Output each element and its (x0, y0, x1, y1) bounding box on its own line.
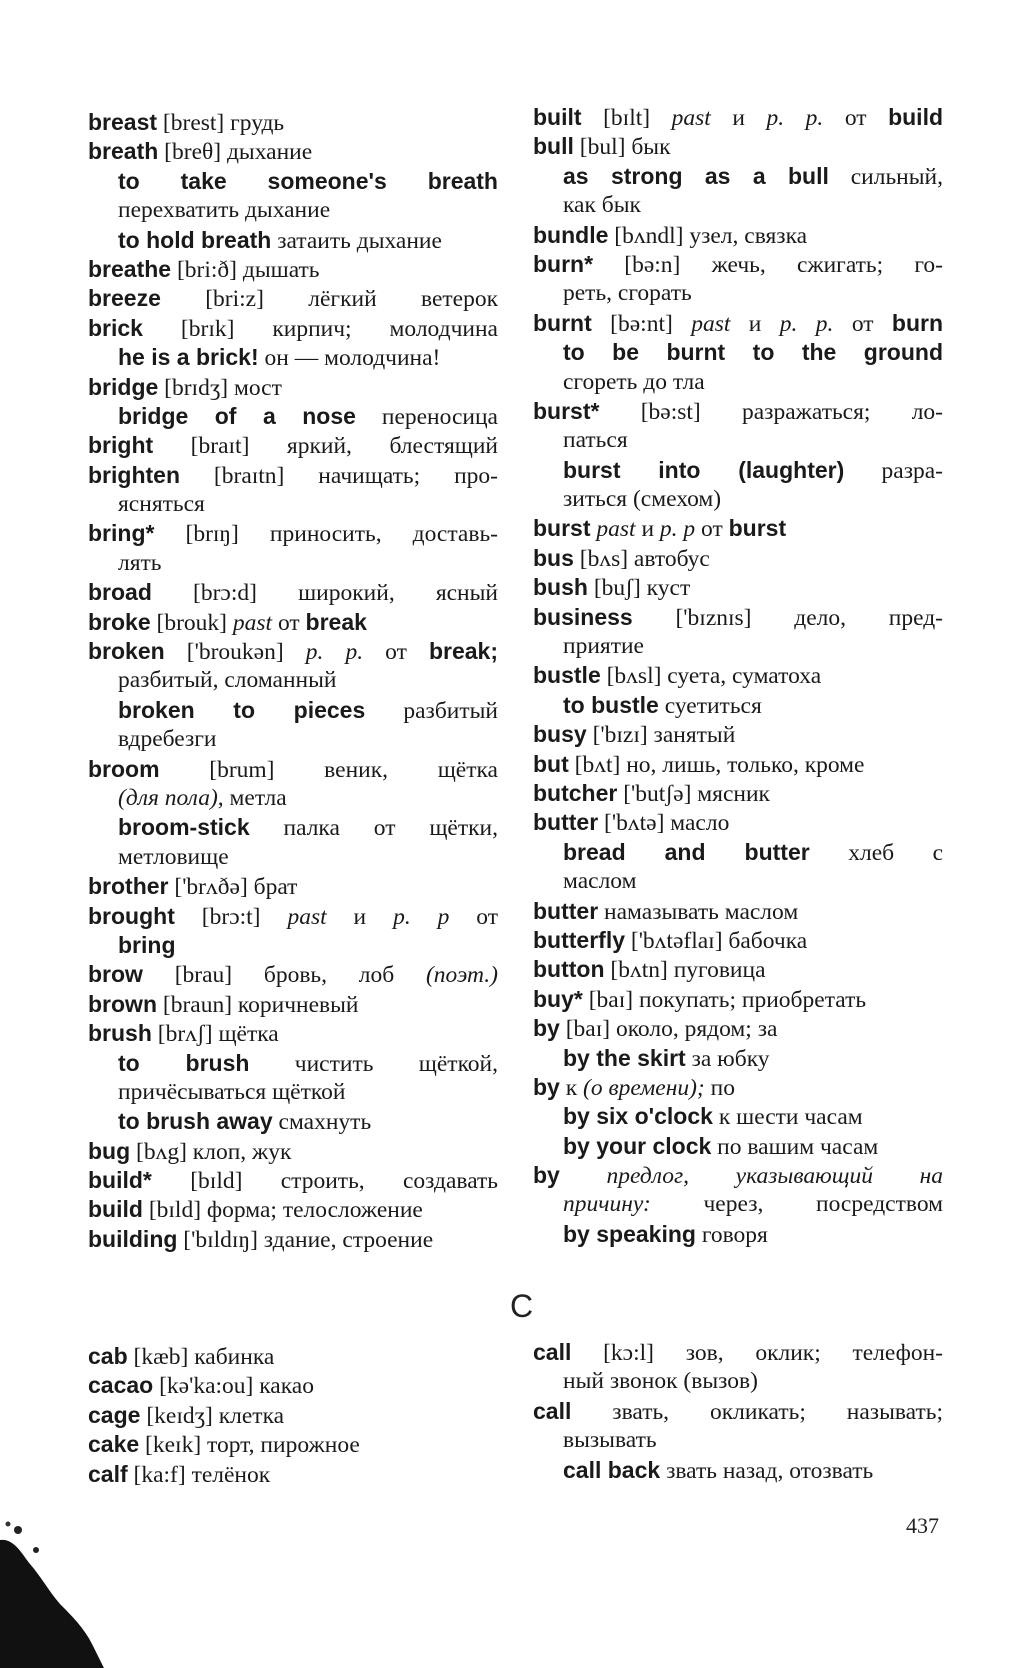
headword: bush (533, 574, 588, 601)
entry-line (88, 373, 498, 402)
entry-line (88, 1430, 498, 1459)
definition-text: от (272, 609, 306, 636)
definition-text: к шести часам (712, 1104, 863, 1131)
entry-line (88, 431, 498, 460)
headword: broom-stick (118, 814, 250, 841)
entry-line (533, 544, 943, 573)
definition-text: [bul] бык (573, 134, 671, 161)
definition-text: звать, окликать; называть; (571, 1398, 943, 1425)
definition-text: паться (563, 427, 628, 454)
entry-line (533, 1397, 943, 1426)
headword: to hold breath (118, 226, 272, 253)
entry-line (88, 314, 498, 343)
definition-text: ясняться (118, 491, 205, 518)
headword: call (533, 1339, 572, 1365)
italic-note: p. p. (766, 105, 824, 131)
definition-text: [bɪld] форма; телосложение (142, 1197, 423, 1224)
definition-text: ['broukən] (164, 639, 306, 666)
entry-subline (533, 1367, 943, 1396)
entry-subline (88, 696, 498, 725)
definition-text: [braɪt] яркий, блестящий (153, 433, 498, 460)
entry-subline (88, 843, 498, 872)
headword: bridge (88, 373, 159, 400)
headword: burst into (laughter) (563, 456, 845, 483)
definition-text: от (833, 310, 892, 337)
entry-line (88, 137, 498, 166)
entry-subline (533, 162, 943, 191)
entry-subline (533, 691, 943, 720)
entry-subline (533, 1102, 943, 1131)
definition-text: зиться (смехом) (563, 486, 722, 513)
definition-text (560, 1163, 607, 1189)
definition-text: [bri:z] лёгкий ветерок (160, 286, 498, 313)
entry-subline (533, 279, 943, 308)
definition-text: [kə'ka:ou] какао (153, 1373, 314, 1400)
entry-line (88, 1019, 498, 1048)
headword: break (305, 608, 367, 635)
definition-text: [brouk] (150, 609, 233, 636)
definition-text: [braun] коричневый (157, 991, 359, 1018)
entry-subline (88, 196, 498, 225)
entry-subline (533, 1132, 943, 1161)
definition-text: перехватить дыхание (118, 197, 331, 224)
headword: buy* (533, 985, 583, 1012)
column-right-top (533, 103, 943, 1249)
headword: bridge of a nose (118, 402, 356, 429)
headword: busy (533, 721, 587, 748)
definition-text: хлеб с (809, 839, 943, 866)
entry-line (533, 514, 943, 543)
definition-text: к (559, 1074, 584, 1101)
headword: cab (88, 1343, 128, 1369)
entry-line (88, 960, 498, 989)
entry-subline (533, 456, 943, 485)
headword: to brush away (118, 1108, 273, 1135)
entry-subline (88, 813, 498, 842)
headword: but (533, 750, 569, 777)
section-letter: C (510, 1288, 534, 1324)
definition-text: [bri:ð] дышать (171, 256, 320, 283)
headword: broken (88, 638, 165, 665)
headword: to be burnt to the ground (563, 339, 943, 366)
headword: he is a brick! (118, 344, 259, 371)
definition-text: [brau] бровь, лоб (142, 962, 426, 989)
entry-subline (88, 666, 498, 695)
entry-line (88, 284, 498, 313)
ink-stain (0, 1520, 120, 1668)
headword: by (533, 1162, 560, 1189)
definition-text: [bʌtn] пуговица (604, 957, 766, 984)
entry-subline (533, 485, 943, 514)
entry-line (533, 985, 943, 1014)
definition-text: [bʌt] но, лишь, только, кроме (568, 751, 865, 778)
headword: build (88, 1196, 143, 1223)
headword: by your clock (563, 1132, 712, 1159)
page-number: 437 (906, 1513, 939, 1538)
headword: brick (88, 314, 143, 341)
definition-text: [bʌs] автобус (573, 545, 710, 572)
headword: butterfly (533, 926, 625, 953)
entry-line (88, 1137, 498, 1166)
definition-text: [bʌsl] суета, суматоха (600, 663, 822, 690)
entry-subline (533, 426, 943, 455)
headword: butter (533, 809, 599, 836)
definition-text: ['butʃə] мясник (617, 780, 770, 807)
headword: butcher (533, 779, 618, 806)
headword: bring* (88, 520, 155, 547)
italic-note: причину: (563, 1191, 651, 1218)
definition-text: ['bɪznɪs] дело, пред- (632, 604, 943, 631)
entry-subline (88, 343, 498, 372)
italic-note: p. p (659, 516, 696, 543)
entry-line (88, 578, 498, 607)
definition-text: [buʃ] куст (587, 575, 691, 602)
italic-note: p. p. (779, 310, 834, 337)
entry-subline (533, 867, 943, 896)
entry-line (533, 603, 943, 632)
headword: as strong as a bull (563, 162, 829, 189)
entry-line (88, 902, 498, 931)
definition-text: он — молодчина! (258, 345, 441, 372)
entry-subline (533, 1426, 943, 1455)
headword: burst* (533, 397, 600, 424)
entry-subline (88, 1107, 498, 1136)
definition-text: переносица (355, 403, 498, 430)
entry-line (88, 990, 498, 1019)
entry-line (88, 637, 498, 666)
definition-text: приятие (563, 633, 644, 660)
definition-text: от (363, 639, 429, 666)
definition-text: [bʌndl] узел, связка (608, 222, 808, 249)
definition-text: намазывать маслом (598, 898, 799, 925)
entry-line (533, 750, 943, 779)
italic-note: past (287, 903, 327, 930)
definition-text: и (730, 310, 780, 337)
headword: business (533, 603, 633, 630)
definition-text: лять (118, 549, 162, 576)
entry-line (88, 255, 498, 284)
definition-text: [brest] грудь (157, 110, 285, 136)
entry-subline (533, 1456, 943, 1485)
definition-text: [baɪ] около, рядом; за (559, 1016, 778, 1043)
entry-line (533, 1161, 943, 1190)
italic-note: (о времени); (583, 1074, 705, 1101)
entry-line (533, 1338, 943, 1367)
entry-subline (533, 191, 943, 220)
headword: by (533, 1073, 560, 1100)
headword: breathe (88, 255, 172, 282)
definition-text: ный звонок (вызов) (563, 1368, 758, 1395)
headword: burst (533, 515, 591, 542)
headword: bring (118, 931, 176, 958)
definition-text: от (449, 903, 498, 930)
entry-line (88, 461, 498, 490)
entry-subline (88, 226, 498, 255)
entry-line (88, 755, 498, 784)
headword: by (533, 1015, 560, 1042)
headword: burn (891, 309, 943, 336)
entry-line (533, 250, 943, 279)
entry-line (533, 397, 943, 426)
headword: brighten (88, 461, 180, 488)
italic-note: предлог, указывающий на (606, 1163, 943, 1190)
headword: button (533, 956, 605, 983)
headword: cake (88, 1431, 140, 1458)
entry-line (533, 573, 943, 602)
definition-text: [brɪk] кирпич; молодчина (142, 315, 498, 342)
definition-text: говоря (695, 1221, 768, 1248)
headword: calf (88, 1460, 128, 1487)
headword: brought (88, 902, 175, 929)
definition-text: [brɪdʒ] мост (158, 374, 282, 401)
italic-note: p. p. (305, 639, 364, 666)
definition-text: через, посредством (650, 1191, 943, 1218)
definition-text: палка от щётки, (249, 815, 498, 842)
entry-subline (88, 1049, 498, 1078)
definition-text: маслом (563, 868, 637, 895)
headword: bull (533, 133, 574, 160)
definition-text: причёсываться щёткой (118, 1078, 346, 1105)
definition-text: сильный, (828, 163, 943, 190)
headword: breeze (88, 285, 161, 312)
headword: build (888, 104, 943, 130)
headword: broken to pieces (118, 696, 366, 723)
definition-text: [brʌʃ] щётка (151, 1021, 279, 1048)
headword: broad (88, 579, 152, 606)
definition-text: [keɪdʒ] клетка (140, 1402, 285, 1429)
definition-text: смахнуть (272, 1109, 372, 1136)
entry-subline (88, 1078, 498, 1107)
definition-text: и (326, 903, 394, 930)
entry-subline (88, 402, 498, 431)
entry-subline (88, 725, 498, 754)
entry-line (533, 808, 943, 837)
definition-text: метла (223, 784, 287, 811)
definition-text: [braɪtn] начищать; про- (180, 462, 498, 489)
headword: brow (88, 961, 143, 988)
headword: brush (88, 1020, 152, 1047)
headword: brother (88, 873, 169, 900)
entry-line (533, 132, 943, 161)
entry-subline (533, 368, 943, 397)
italic-note: past (671, 105, 711, 131)
headword: cacao (88, 1372, 154, 1399)
entry-line (88, 1195, 498, 1224)
entry-subline (88, 490, 498, 519)
entry-subline (88, 167, 498, 196)
definition-text: от (823, 105, 889, 131)
entry-subline (533, 1190, 943, 1219)
definition-text: [bɪld] строить, создавать (151, 1168, 498, 1195)
definition-text: метловище (118, 843, 229, 870)
headword: bread and butter (563, 838, 810, 865)
headword: by the skirt (563, 1044, 686, 1071)
definition-text: [kɔ:l] зов, оклик; телефон- (571, 1340, 943, 1366)
definition-text: [kæb] кабинка (127, 1344, 275, 1370)
definition-text: [brɔ:d] широкий, ясный (151, 580, 498, 607)
headword: breath (88, 138, 159, 165)
entry-subline (88, 549, 498, 578)
definition-text: звать назад, отозвать (660, 1457, 874, 1484)
headword: to take someone's breath (118, 167, 498, 194)
column-left-top (88, 108, 498, 1254)
headword: burnt (533, 309, 592, 336)
entry-line (533, 1014, 943, 1043)
entry-subline (533, 1044, 943, 1073)
definition-text: [ka:f] телёнок (127, 1461, 271, 1488)
entry-subline (88, 931, 498, 960)
definition-text: разбитый, сломанный (118, 667, 337, 694)
definition-text: [bə:n] жечь, сжигать; го- (593, 251, 943, 278)
headword: cage (88, 1401, 141, 1428)
headword: broke (88, 608, 151, 635)
definition-text: по вашим часам (711, 1133, 879, 1160)
entry-line (533, 779, 943, 808)
definition-text: как бык (563, 192, 641, 219)
headword: bundle (533, 221, 609, 248)
headword: call back (563, 1456, 661, 1483)
entry-subline (88, 784, 498, 813)
column-left-bottom (88, 1342, 498, 1489)
definition-text: за юбку (685, 1045, 770, 1072)
headword: brown (88, 990, 157, 1017)
definition-text: суетиться (658, 692, 762, 719)
definition-text: [bə:nt] (591, 310, 692, 337)
headword: bus (533, 544, 574, 571)
entry-line (88, 608, 498, 637)
definition-text: чистить щёткой, (249, 1050, 498, 1077)
headword: to bustle (563, 691, 659, 718)
entry-line (533, 720, 943, 749)
entry-line (533, 221, 943, 250)
definition-text: разбитый (365, 697, 498, 724)
entry-line (88, 1342, 498, 1371)
entry-line (533, 955, 943, 984)
definition-text: ['bɪldɪŋ] здание, строение (177, 1226, 434, 1253)
definition-text: от (695, 516, 729, 543)
headword: built (533, 104, 582, 130)
entry-line (88, 519, 498, 548)
headword: call (533, 1397, 572, 1424)
entry-line (533, 309, 943, 338)
entry-line (88, 1225, 498, 1254)
column-right-bottom (533, 1338, 943, 1485)
italic-note: past (596, 516, 636, 543)
entry-line (88, 1401, 498, 1430)
headword: building (88, 1225, 178, 1252)
headword: bug (88, 1137, 131, 1164)
definition-text: ['bɪzɪ] занятый (586, 722, 736, 749)
headword: by six o'clock (563, 1103, 713, 1130)
entry-line (88, 1371, 498, 1400)
italic-note: (для пола), (118, 784, 224, 811)
entry-subline (533, 632, 943, 661)
definition-text: разра- (844, 457, 943, 484)
entry-line (533, 897, 943, 926)
definition-text: и (710, 105, 767, 131)
definition-text: [bə:st] разражаться; ло- (599, 398, 943, 425)
headword: to brush (118, 1049, 250, 1076)
definition-text: реть, сгорать (563, 280, 692, 307)
definition-text: [bɪlt] (581, 105, 672, 131)
definition-text: [baɪ] покупать; приобретать (582, 986, 867, 1013)
entry-line (533, 926, 943, 955)
definition-text: вызывать (563, 1427, 657, 1454)
entry-line (88, 872, 498, 901)
definition-text: [brum] веник, щётка (159, 756, 498, 783)
definition-text: [brɔ:t] (174, 903, 288, 930)
definition-text: [bʌg] клоп, жук (130, 1138, 292, 1165)
headword: butter (533, 897, 599, 924)
definition-text: ['bʌtə] масло (598, 810, 730, 837)
headword: broom (88, 755, 160, 782)
definition-text: [breθ] дыхание (158, 139, 313, 166)
italic-note: past (232, 609, 273, 636)
definition-text: [keɪk] торт, пирожное (139, 1432, 360, 1459)
italic-note: past (691, 310, 731, 337)
entry-line (88, 108, 498, 137)
entry-line (533, 1073, 943, 1102)
entry-line (533, 103, 943, 132)
headword: bustle (533, 662, 601, 689)
entry-line (88, 1460, 498, 1489)
definition-text: затаить дыхание (271, 227, 442, 254)
italic-note: (поэт.) (425, 962, 498, 989)
headword: break; (428, 638, 498, 665)
headword: burn* (533, 250, 594, 277)
italic-note: p. p (393, 903, 450, 930)
definition-text: вдребезги (118, 726, 217, 753)
definition-text: [brɪŋ] приносить, доставь- (154, 521, 498, 548)
definition-text: и (635, 516, 660, 543)
headword: build* (88, 1167, 152, 1194)
headword: burst (728, 515, 787, 542)
headword: bright (88, 432, 154, 459)
entry-subline (533, 1220, 943, 1249)
entry-subline (533, 338, 943, 367)
definition-text: по (704, 1074, 735, 1101)
definition-text: ['brʌðə] брат (168, 874, 298, 901)
entry-subline (533, 838, 943, 867)
headword: by speaking (563, 1220, 696, 1247)
definition-text: ['bʌtəflaɪ] бабочка (625, 927, 808, 954)
definition-text: сгореть до тла (563, 368, 705, 395)
entry-line (88, 1166, 498, 1195)
headword: breast (88, 109, 158, 135)
entry-line (533, 661, 943, 690)
